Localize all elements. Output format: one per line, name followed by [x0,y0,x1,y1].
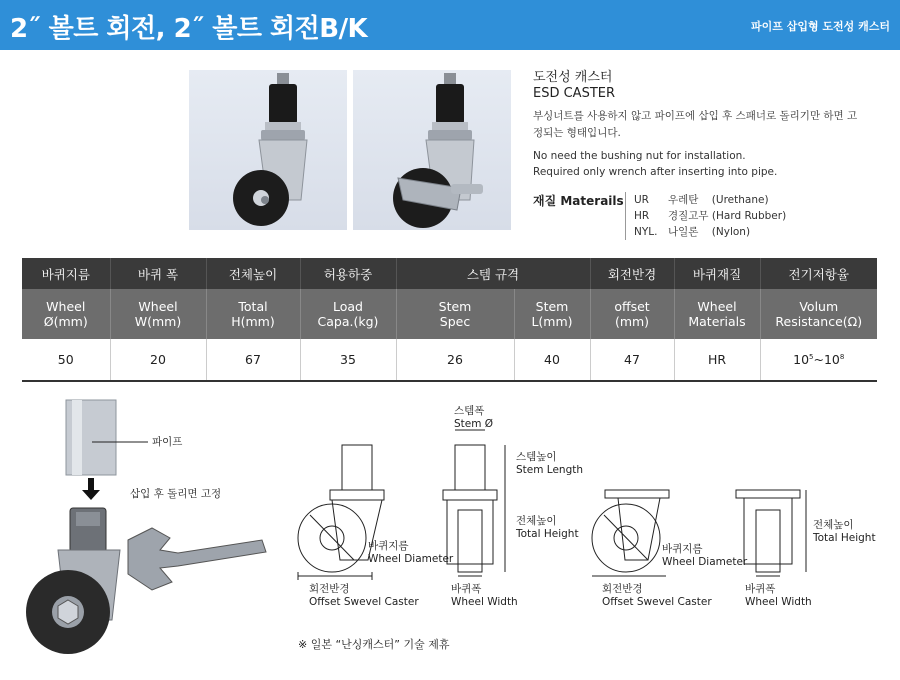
caster-photo [189,70,347,230]
stem-length-label: 스템높이 Stem Length [516,451,584,476]
material-item: HR 경질고무 (Hard Rubber) [634,210,787,222]
pipe-illustration [26,400,266,654]
pipe-label: 파이프 [152,436,183,448]
wheel-width-label-2: 바퀴폭 Wheel Width [745,583,812,608]
material-item: UR 우레탄 (Urethane) [634,194,769,206]
technical-drawings [0,390,900,680]
korean-description: 부싱너트를 사용하지 않고 파이프에 삽입 후 스패너로 돌리기만 하면 고정되는 형태입니다. [533,110,858,139]
wheel-diameter-label-2: 바퀴지름 Wheel Diameter [662,543,748,568]
material-item: NYL. 나일론 (Nylon) [634,226,751,238]
en-header: Wheel Ø(mm) [22,289,110,339]
en-header: Wheel W(mm) [110,289,206,339]
header-offset: 회전반경 [590,258,674,289]
spec-table [22,258,877,382]
en-header: Stem Spec [396,289,514,339]
table-cell: 35 [300,339,396,381]
total-height-label: 전체높이 Total Height [516,515,579,540]
wheel-diameter-label: 바퀴지름 Wheel Diameter [368,540,454,565]
header-resistance: 전기저항율 [760,258,877,289]
header-total-height: 전체높이 [206,258,300,289]
product-description [533,70,893,180]
materials-list [625,192,786,240]
table-cell: 67 [206,339,300,381]
table-cell: HR [674,339,760,381]
product-english-name: ESD CASTER [533,86,616,101]
offset-label-2: 회전반경 Offset Swevel Caster [602,583,712,608]
resistance-cell: $10^5\sim 10^8$ [760,339,877,381]
wheel-width-label: 바퀴폭 Wheel Width [451,583,518,608]
insert-label: 삽입 후 돌리면 고정 [130,488,222,500]
english-description-line: No need the bushing nut for installation. [533,150,746,162]
header-material: 바퀴재질 [674,258,760,289]
caster-brake-photo [353,70,511,230]
table-cell: 26 [396,339,514,381]
table-cell: 47 [590,339,674,381]
en-header: offset (mm) [590,289,674,339]
stem-diameter-label: 스템폭 Stem Ø [454,405,494,430]
table-cell: 50 [22,339,110,381]
page-title: 2˝ 볼트 회전, 2˝ 볼트 회전B/K [10,14,368,44]
table-row [22,339,877,381]
materials-label: 재질 Materails [533,194,624,208]
en-header: Volum Resistance(Ω) [760,289,877,339]
english-description [533,148,893,180]
page-subtitle: 파이프 삽입형 도전성 캐스터 [751,20,890,33]
table-cell: 20 [110,339,206,381]
offset-label: 회전반경 Offset Swevel Caster [309,583,419,608]
en-header: Total H(mm) [206,289,300,339]
table-cell: 40 [514,339,590,381]
english-description-line: Required only wrench after inserting into pipe. [533,166,778,178]
plate-side-view-drawing [592,490,669,576]
product-korean-name: 도전성 캐스터 [533,70,613,85]
en-header: Wheel Materials [674,289,760,339]
footnote: ※ 일본 “난싱캐스터” 기술 제휴 [298,638,450,651]
header-wheel-diameter: 바퀴지름 [22,258,110,289]
en-header: Load Capa.(kg) [300,289,396,339]
total-height-label-2: 전체높이 Total Height [813,519,876,544]
header-load: 허용하중 [300,258,396,289]
header-bar [0,0,900,50]
header-wheel-width: 바퀴 폭 [110,258,206,289]
en-header: Stem L(mm) [514,289,590,339]
header-stem: 스템 규격 [396,258,590,289]
